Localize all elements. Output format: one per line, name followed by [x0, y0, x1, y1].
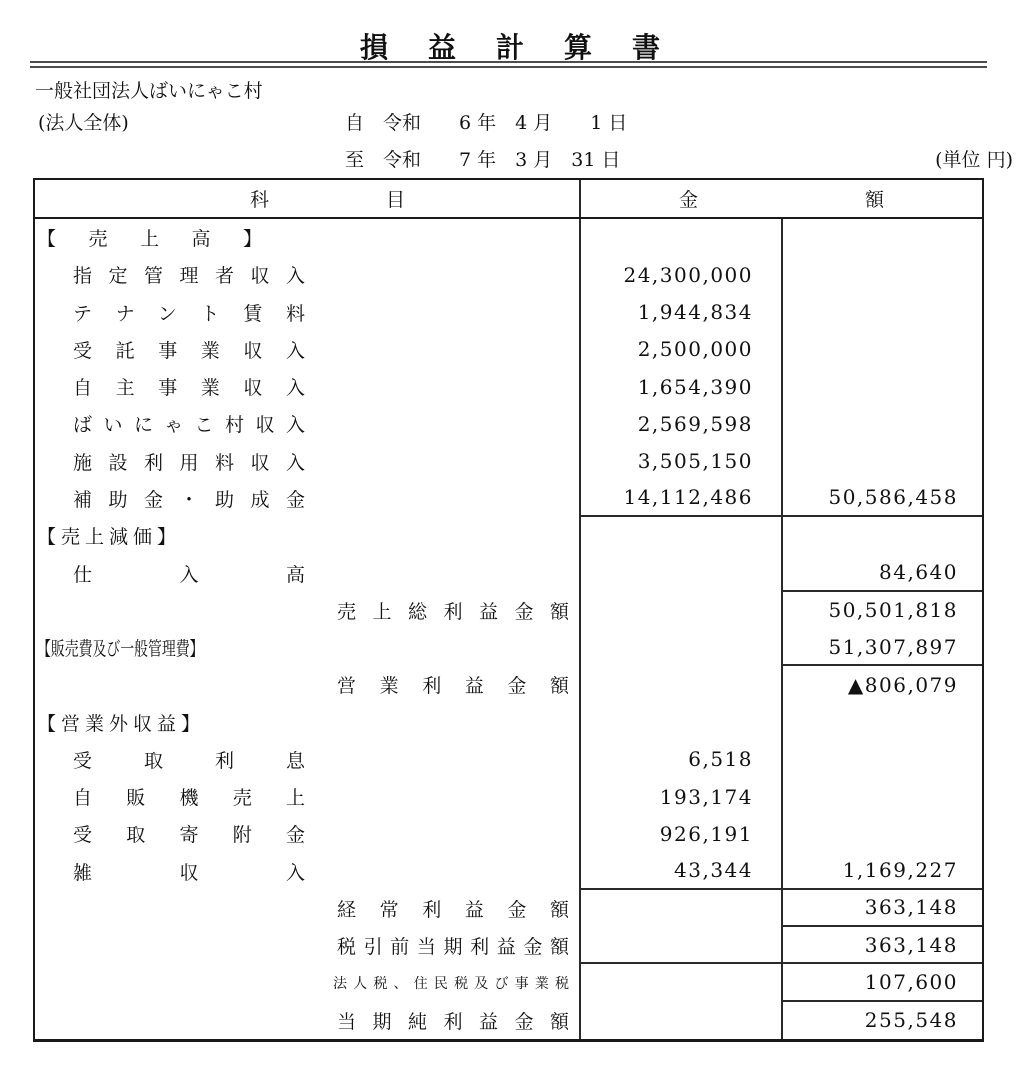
table-row — [35, 405, 982, 442]
amount-col2-value: 363,148 — [864, 932, 958, 957]
account-cell — [35, 741, 581, 778]
amount-col1-value: 3,505,150 — [637, 449, 753, 474]
amount-col1-cell — [581, 405, 783, 442]
amount-col2-value: 51,307,897 — [828, 634, 958, 659]
account-cell — [35, 815, 581, 852]
amount-col2-cell — [783, 331, 982, 368]
account-cell — [35, 480, 581, 517]
amount-col1-value: 2,500,000 — [637, 337, 753, 362]
amount-col1-value: 1,654,390 — [637, 374, 753, 399]
amount-col2-cell — [783, 219, 982, 256]
amount-col1-cell — [581, 741, 783, 778]
amount-col1-value: 926,191 — [659, 821, 753, 846]
amount-col1-value: 43,344 — [674, 858, 753, 883]
amount-col1-value: 6,518 — [688, 747, 753, 772]
amount-col2-cell — [783, 592, 982, 629]
account-cell — [35, 443, 581, 480]
header-account-label: 科目 — [250, 189, 405, 211]
amount-col2-cell — [783, 964, 982, 1001]
account-label: 受取利息 — [73, 749, 305, 772]
table-row — [35, 443, 982, 480]
account-label: 【売上減価】 — [37, 526, 182, 549]
account-label: 仕入高 — [73, 563, 305, 586]
table-row — [35, 331, 982, 368]
amount-col1-cell — [581, 703, 783, 740]
header-amount-label: 金額 — [679, 189, 884, 211]
amount-col1-cell — [581, 778, 783, 815]
table-row — [35, 517, 982, 554]
period-to: 至 令和 7 年 3 月 31 日 — [345, 149, 621, 171]
amount-col2-value: ▲806,079 — [847, 672, 958, 697]
account-label: 【売上高】 — [37, 228, 262, 251]
account-cell — [35, 219, 581, 256]
account-cell — [35, 703, 581, 740]
title-double-rule — [30, 61, 987, 68]
amount-col2-value: 107,600 — [864, 969, 958, 994]
amount-col2-cell — [783, 1002, 982, 1039]
account-label: 施設利用料収入 — [73, 451, 305, 474]
amount-col1-value: 24,300,000 — [623, 262, 753, 287]
account-label: 営業利益金額 — [337, 675, 569, 698]
org-name: 一般社団法人ばいにゃこ村 — [35, 80, 263, 102]
amount-col2-cell — [783, 778, 982, 815]
table-row — [35, 703, 982, 740]
amount-col2-cell — [783, 517, 982, 554]
account-label: 法人税、住民税及び事業税 — [333, 975, 569, 992]
amount-col2-cell — [783, 927, 982, 964]
account-cell — [35, 890, 581, 927]
amount-col2-cell — [783, 554, 982, 591]
account-cell — [35, 778, 581, 815]
table-row — [35, 368, 982, 405]
account-cell — [35, 405, 581, 442]
amount-col1-value: 1,944,834 — [637, 300, 753, 325]
amount-col1-cell — [581, 480, 783, 517]
amount-col2-cell — [783, 629, 982, 666]
table-row — [35, 666, 982, 703]
amount-col1-cell — [581, 629, 783, 666]
account-cell — [35, 964, 581, 1001]
header-account-cell — [35, 180, 581, 217]
amount-col2-cell — [783, 256, 982, 293]
amount-col1-cell — [581, 554, 783, 591]
pl-table — [33, 178, 984, 1042]
account-label: 経常利益金額 — [337, 898, 569, 921]
amount-col1-value: 193,174 — [659, 784, 753, 809]
account-label: 受託事業収入 — [73, 339, 305, 362]
account-cell — [35, 331, 581, 368]
account-label: 税引前当期利益金額 — [337, 936, 569, 959]
account-cell — [35, 592, 581, 629]
amount-col1-cell — [581, 368, 783, 405]
account-cell — [35, 368, 581, 405]
account-label: 補助金・助成金 — [73, 488, 305, 511]
table-body — [35, 219, 982, 1039]
scope-label: (法人全体) — [38, 112, 129, 134]
amount-col1-cell — [581, 890, 783, 927]
account-label: 売上総利益金額 — [337, 600, 569, 623]
account-label: 【営業外収益】 — [37, 712, 206, 735]
account-label: 自主事業収入 — [73, 377, 305, 400]
amount-col2-cell — [783, 443, 982, 480]
amount-col1-value: 14,112,486 — [623, 485, 753, 510]
table-row — [35, 853, 982, 890]
header-amount-cell — [581, 180, 982, 217]
account-label: 指定管理者収入 — [73, 265, 305, 288]
account-label: 【販売費及び一般管理費】 — [37, 638, 204, 661]
table-row — [35, 629, 982, 666]
account-cell — [35, 629, 581, 666]
amount-col2-cell — [783, 368, 982, 405]
amount-col2-value: 1,169,227 — [842, 858, 958, 883]
amount-col2-cell — [783, 853, 982, 890]
table-row — [35, 554, 982, 591]
amount-col1-cell — [581, 592, 783, 629]
amount-col1-cell — [581, 927, 783, 964]
table-row — [35, 592, 982, 629]
table-row — [35, 219, 982, 256]
amount-col2-cell — [783, 703, 982, 740]
account-label: 当期純利益金額 — [337, 1010, 569, 1033]
account-cell — [35, 554, 581, 591]
amount-col1-cell — [581, 666, 783, 703]
table-row — [35, 741, 982, 778]
account-cell — [35, 927, 581, 964]
table-row — [35, 778, 982, 815]
amount-col1-cell — [581, 443, 783, 480]
account-cell — [35, 517, 581, 554]
amount-col2-cell — [783, 294, 982, 331]
account-label: ばいにゃこ村収入 — [73, 414, 305, 437]
amount-col1-cell — [581, 517, 783, 554]
account-label: テナント賃料 — [73, 302, 305, 325]
amount-col1-cell — [581, 294, 783, 331]
amount-col2-cell — [783, 480, 982, 517]
table-row — [35, 256, 982, 293]
amount-col1-cell — [581, 815, 783, 852]
amount-col2-value: 50,586,458 — [828, 485, 958, 510]
account-cell — [35, 666, 581, 703]
table-row — [35, 294, 982, 331]
table-row — [35, 964, 982, 1001]
amount-col2-cell — [783, 405, 982, 442]
amount-col2-cell — [783, 741, 982, 778]
amount-col2-value: 84,640 — [879, 560, 958, 585]
table-row — [35, 480, 982, 517]
amount-col2-value: 255,548 — [864, 1008, 958, 1033]
account-label: 雑収入 — [73, 861, 305, 884]
table-header-row — [35, 180, 982, 219]
amount-col1-cell — [581, 331, 783, 368]
amount-col1-cell — [581, 219, 783, 256]
account-cell — [35, 256, 581, 293]
amount-col2-value: 50,501,818 — [828, 598, 958, 623]
page-title: 損益計算書 — [359, 31, 700, 64]
amount-col1-cell — [581, 964, 783, 1001]
account-label: 受取寄附金 — [73, 824, 305, 847]
account-cell — [35, 853, 581, 890]
account-cell — [35, 294, 581, 331]
amount-col1-cell — [581, 853, 783, 890]
period-from: 自 令和 6 年 4 月 1 日 — [345, 112, 628, 134]
table-row — [35, 927, 982, 964]
amount-col1-cell — [581, 256, 783, 293]
account-cell — [35, 1002, 581, 1039]
amount-col2-cell — [783, 890, 982, 927]
table-row — [35, 890, 982, 927]
table-row — [35, 1002, 982, 1039]
amount-col1-value: 2,569,598 — [637, 411, 753, 436]
unit-label: (単位 円) — [935, 149, 1013, 171]
account-label: 自販機売上 — [73, 787, 305, 810]
amount-col1-cell — [581, 1002, 783, 1039]
amount-col2-cell — [783, 666, 982, 703]
table-row — [35, 815, 982, 852]
amount-col2-cell — [783, 815, 982, 852]
amount-col2-value: 363,148 — [864, 895, 958, 920]
